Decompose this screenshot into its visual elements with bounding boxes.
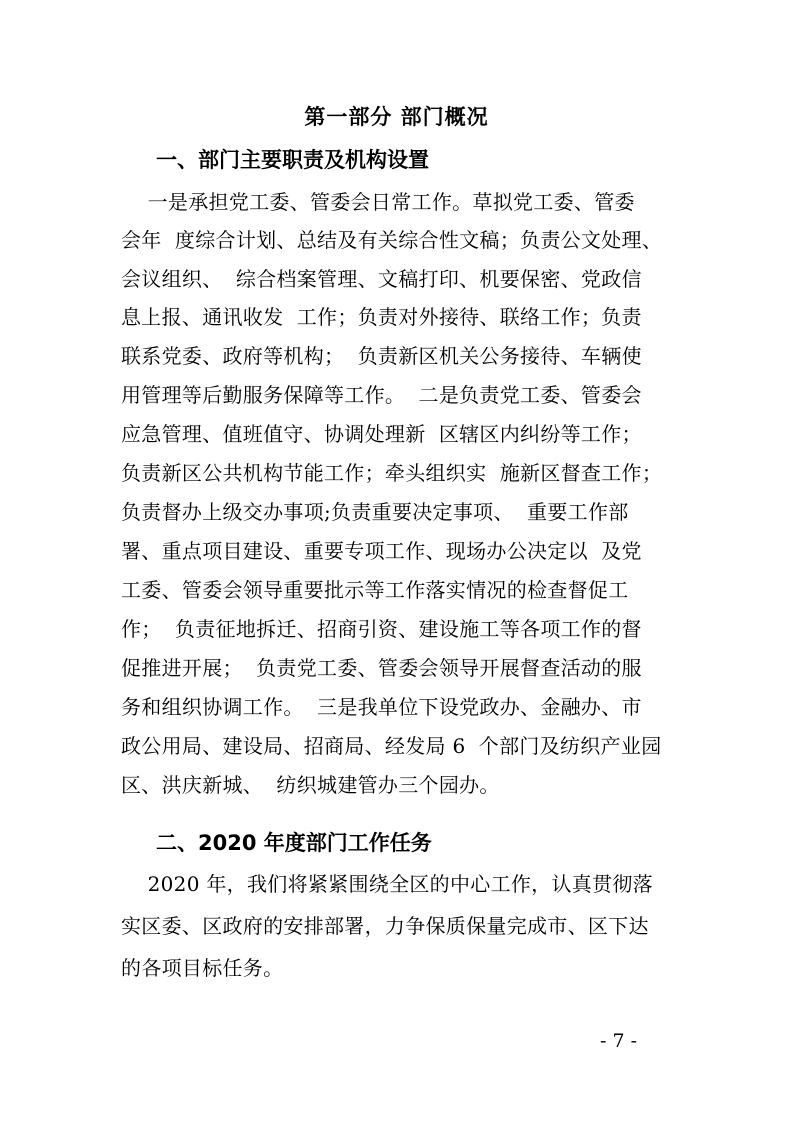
paragraph-line: 务和组织协调工作。 三是我单位下设党政办、金融办、市 (121, 695, 642, 719)
page-number: - 7 - (600, 1030, 638, 1052)
section-heading-duties: 一、部门主要职责及机构设置 (156, 148, 429, 172)
page-title: 第一部分 部门概况 (304, 105, 489, 129)
paragraph-line: 联系党委、政府等机构； 负责新区机关公务接待、车辆使 (121, 344, 642, 368)
paragraph-line: 2020 年，我们将紧紧围绕全区的中心工作，认真贯彻落 (121, 872, 653, 896)
paragraph-line: 实区委、区政府的安排部署，力争保质保量完成市、区下达 (121, 914, 649, 938)
paragraph-line: 息上报、通讯收发 工作；负责对外接待、联络工作；负责 (121, 305, 642, 329)
paragraph-line: 的各项目标任务。 (121, 956, 284, 980)
paragraph-line: 工委、管委会领导重要批示等工作落实情况的检查督促工 (121, 578, 629, 602)
paragraph-line: 一是承担党工委、管委会日常工作。草拟党工委、管委 (121, 190, 635, 214)
paragraph-line: 作； 负责征地拆迁、招商引资、建设施工等各项工作的督 (121, 617, 642, 641)
paragraph-line: 负责督办上级交办事项;负责重要决定事项、 重要工作部 (121, 500, 629, 524)
paragraph-line: 负责新区公共机构节能工作；牵头组织实 施新区督查工作； (121, 461, 663, 485)
paragraph-line: 政公用局、建设局、招商局、经发局 6 个部门及纺织产业园 (121, 734, 662, 758)
paragraph-line: 署、重点项目建设、重要专项工作、现场办公决定以 及党 (121, 539, 642, 563)
paragraph-line: 应急管理、值班值守、协调处理新 区辖区内纠纷等工作； (121, 422, 642, 446)
paragraph-line: 会年 度综合计划、总结及有关综合性文稿；负责公文处理、 (121, 228, 663, 252)
paragraph-line: 促推进开展； 负责党工委、管委会领导开展督查活动的服 (121, 656, 642, 680)
paragraph-line: 区、洪庆新城、 纺织城建管办三个园办。 (121, 773, 500, 797)
paragraph-line: 用管理等后勤服务保障等工作。 二是负责党工委、管委会 (121, 383, 642, 407)
section-heading-tasks: 二、2020 年度部门工作任务 (156, 831, 432, 855)
paragraph-line: 会议组织、 综合档案管理、文稿打印、机要保密、党政信 (121, 267, 642, 291)
